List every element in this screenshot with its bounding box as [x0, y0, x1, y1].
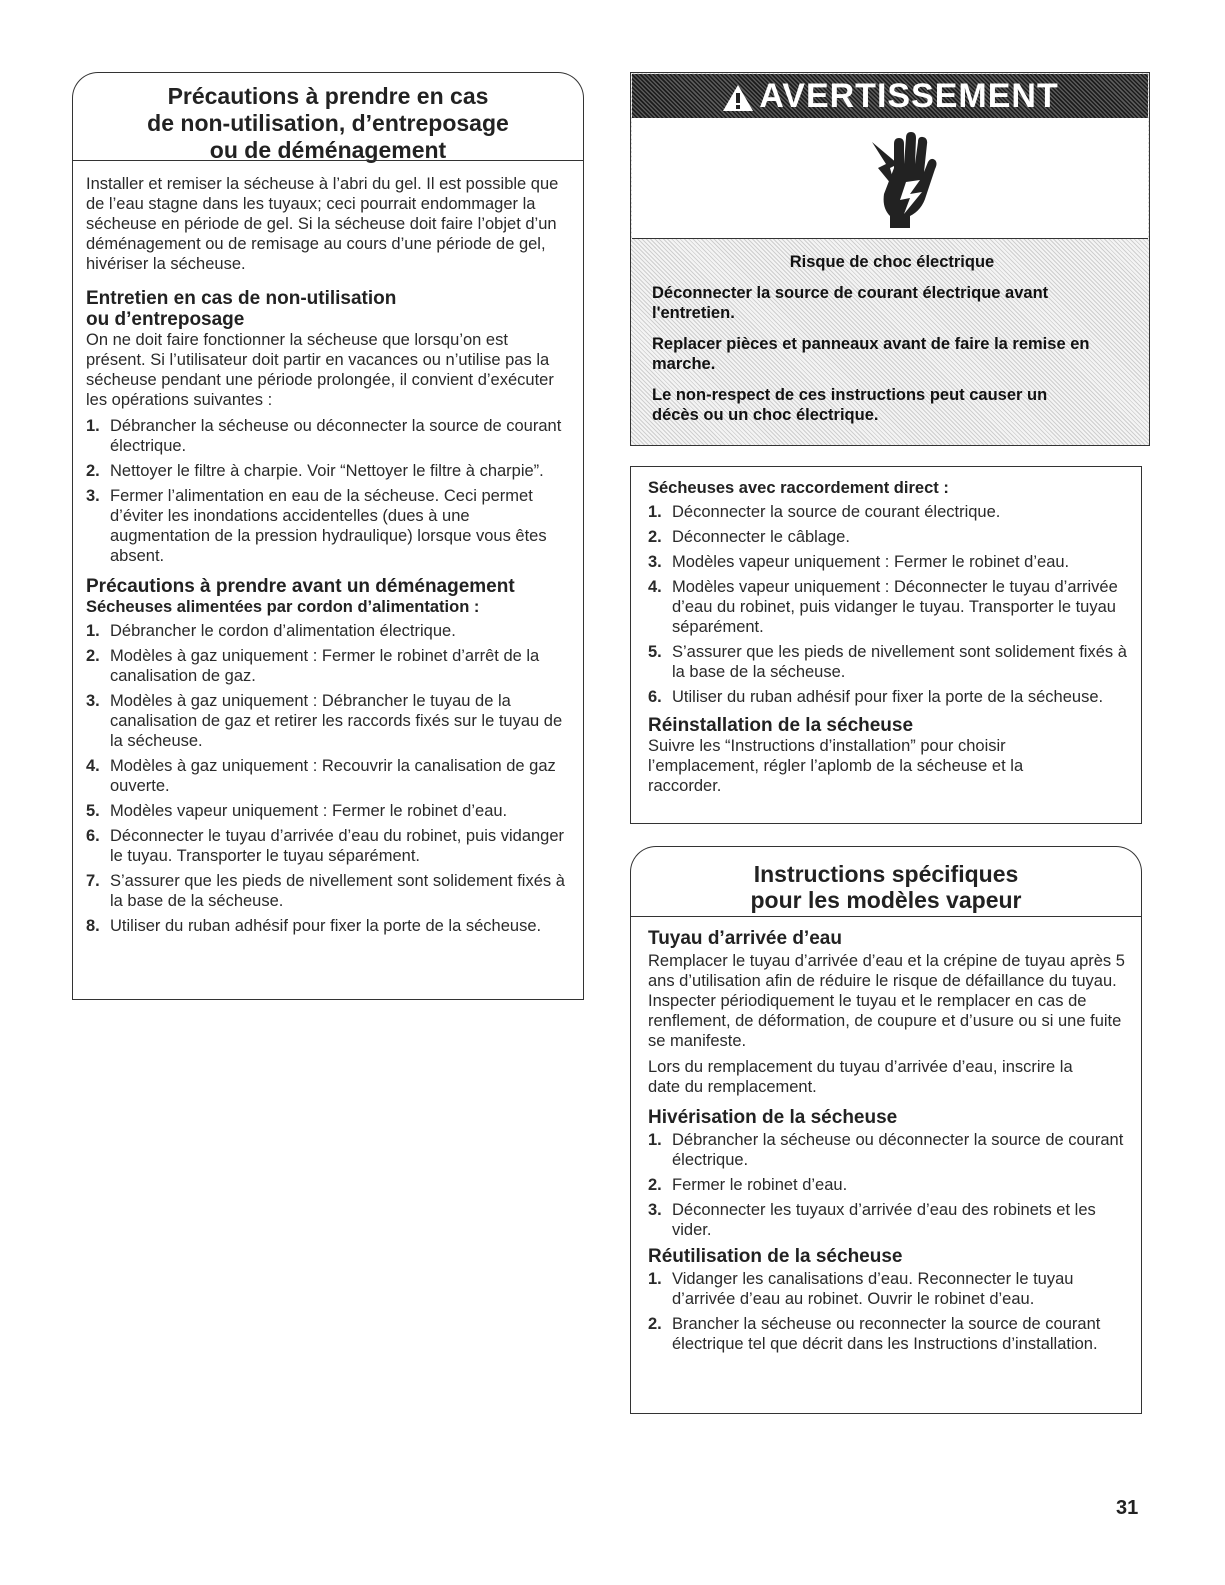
- list-item: [648, 1314, 1132, 1354]
- storage-section-content: [86, 174, 572, 941]
- step-text: Déconnecter le tuyau d’arrivée d’eau du robinet, puis vidanger le tuyau. Transporter le tuyau séparément.: [110, 827, 565, 865]
- reuse-steps: [648, 1269, 1132, 1354]
- list-item: [648, 502, 1132, 522]
- step-number: 1.: [86, 417, 100, 435]
- storage-intro: Installer et remiser la sécheuse à l’abri du gel. Il est possible que de l’eau stagne dans les tuyaux; ceci pourrait endommager la sécheuse en période de gel. Si la sécheuse doit faire l’objet d’un déménagement ou de remisage au cours d’une période de gel, hivériser la sécheuse.: [86, 175, 559, 273]
- list-item: [648, 527, 1132, 547]
- direct-connection-content: [648, 478, 1132, 796]
- warning-text: [652, 252, 1132, 425]
- warning-title-bar: [632, 74, 1148, 118]
- warning-line: Le non-respect de ces instructions peut causer un décès ou un choc électrique.: [652, 386, 1048, 424]
- warning-icon-area: [632, 118, 1148, 239]
- list-item: [86, 461, 572, 481]
- step-number: 3.: [648, 1201, 662, 1219]
- warning-triangle-icon: [721, 83, 755, 113]
- step-text: Modèles à gaz uniquement : Recouvrir la canalisation de gaz ouverte.: [110, 757, 556, 795]
- hose-heading: Tuyau d’arrivée d’eau: [648, 928, 842, 949]
- step-text: Nettoyer le filtre à charpie. Voir “Nettoyer le filtre à charpie”.: [110, 462, 544, 480]
- step-text: Modèles vapeur uniquement : Déconnecter le tuyau d’arrivée d’eau du robinet, puis vidanger le tuyau. Transporter le tuyau séparément.: [672, 578, 1118, 636]
- list-item: [86, 486, 572, 566]
- moving-subheading: Sécheuses alimentées par cordon d’alimentation :: [86, 598, 480, 616]
- step-number: 1.: [648, 503, 662, 521]
- steam-section-title: [630, 846, 1142, 916]
- warning-line: Replacer pièces et panneaux avant de faire la remise en marche.: [652, 335, 1090, 373]
- winter-steps: [648, 1130, 1132, 1240]
- step-number: 8.: [86, 917, 100, 935]
- reinstall-heading: Réinstallation de la sécheuse: [648, 715, 914, 736]
- step-number: 6.: [648, 688, 662, 706]
- moving-steps: [86, 621, 572, 936]
- warning-risk: Risque de choc électrique: [789, 253, 995, 271]
- list-item: [86, 826, 572, 866]
- step-text: S’assurer que les pieds de nivellement sont solidement fixés à la base de la sécheuse.: [110, 872, 565, 910]
- list-item: [86, 416, 572, 456]
- step-text: Utiliser du ruban adhésif pour fixer la porte de la sécheuse.: [110, 917, 542, 935]
- step-number: 1.: [648, 1131, 662, 1149]
- electric-shock-hazard-icon: [860, 124, 940, 234]
- step-text: Modèles à gaz uniquement : Fermer le robinet d’arrêt de la canalisation de gaz.: [110, 647, 540, 685]
- steam-section-content: [648, 928, 1132, 1359]
- step-text: Fermer le robinet d’eau.: [672, 1176, 848, 1194]
- step-text: Modèles à gaz uniquement : Débrancher le tuyau de la canalisation de gaz et retirer les raccords fixés sur le tuyau de la sécheuse.: [110, 692, 563, 750]
- list-item: [86, 801, 572, 821]
- step-number: 3.: [86, 487, 100, 505]
- step-number: 2.: [648, 1315, 662, 1333]
- step-text: Déconnecter le câblage.: [672, 528, 850, 546]
- page-number: 31: [1116, 1497, 1139, 1519]
- storage-section-title: [72, 72, 584, 163]
- warning-title: AVERTISSEMENT: [759, 77, 1059, 115]
- step-text: S’assurer que les pieds de nivellement sont solidement fixés à la base de la sécheuse.: [672, 643, 1127, 681]
- reuse-heading: Réutilisation de la sécheuse: [648, 1246, 903, 1267]
- step-text: Utiliser du ruban adhésif pour fixer la porte de la sécheuse.: [672, 688, 1104, 706]
- title-line: ou de déménagement: [209, 137, 447, 163]
- step-number: 5.: [648, 643, 662, 661]
- step-number: 2.: [648, 528, 662, 546]
- list-item: [648, 642, 1132, 682]
- hose-text: Lors du remplacement du tuyau d’arrivée d’eau, inscrire la date du remplacement.: [648, 1058, 1073, 1096]
- step-text: Brancher la sécheuse ou reconnecter la source de courant électrique tel que décrit dans les Instructions d’installation.: [672, 1315, 1101, 1353]
- step-number: 1.: [86, 622, 100, 640]
- title-line: Instructions spécifiques: [753, 861, 1019, 887]
- heading-line: ou d’entreposage: [86, 309, 245, 330]
- step-text: Déconnecter la source de courant électrique.: [672, 503, 1001, 521]
- step-text: Déconnecter les tuyaux d’arrivée d’eau des robinets et les vider.: [672, 1201, 1096, 1239]
- step-number: 6.: [86, 827, 100, 845]
- hose-text: Remplacer le tuyau d’arrivée d’eau et la crépine de tuyau après 5 ans d’utilisation afin de réduire le risque de défaillance du tuyau. Inspecter périodiquement le tuyau et le remplacer en cas de renflement, de déformation, de coupure et d’usure ou si une fuite se manifeste.: [648, 952, 1125, 1050]
- storage-text: On ne doit faire fonctionner la sécheuse que lorsqu’on est présent. Si l’utilisateur doit partir en vacances ou n’utilise pas la sécheuse pendant une période prolongée, il convient d’exécuter les opérations suivantes :: [86, 331, 554, 409]
- storage-steps: [86, 416, 572, 566]
- list-item: [86, 756, 572, 796]
- step-number: 4.: [648, 578, 662, 596]
- step-number: 2.: [648, 1176, 662, 1194]
- heading-line: Entretien en cas de non-utilisation: [86, 288, 397, 309]
- moving-heading: Précautions à prendre avant un déménagement: [86, 576, 515, 597]
- list-item: [648, 577, 1132, 637]
- step-number: 2.: [86, 462, 100, 480]
- direct-heading: Sécheuses avec raccordement direct :: [648, 479, 949, 497]
- step-text: Modèles vapeur uniquement : Fermer le robinet d’eau.: [110, 802, 508, 820]
- list-item: [648, 1130, 1132, 1170]
- title-line: pour les modèles vapeur: [750, 887, 1022, 913]
- list-item: [86, 916, 572, 936]
- step-text: Modèles vapeur uniquement : Fermer le robinet d’eau.: [672, 553, 1070, 571]
- title-line: de non-utilisation, d’entreposage: [147, 110, 509, 136]
- step-text: Débrancher le cordon d’alimentation électrique.: [110, 622, 456, 640]
- list-item: [86, 691, 572, 751]
- step-text: Vidanger les canalisations d’eau. Reconnecter le tuyau d’arrivée d’eau au robinet. Ouvrir le robinet d’eau.: [672, 1270, 1074, 1308]
- list-item: [648, 552, 1132, 572]
- step-text: Débrancher la sécheuse ou déconnecter la source de courant électrique.: [672, 1131, 1124, 1169]
- step-number: 3.: [86, 692, 100, 710]
- list-item: [648, 1200, 1132, 1240]
- list-item: [86, 646, 572, 686]
- step-number: 7.: [86, 872, 100, 890]
- step-number: 1.: [648, 1270, 662, 1288]
- storage-heading: [86, 288, 572, 330]
- list-item: [86, 621, 572, 641]
- title-line: Précautions à prendre en cas: [167, 83, 489, 109]
- step-text: Débrancher la sécheuse ou déconnecter la source de courant électrique.: [110, 417, 562, 455]
- step-text: Fermer l’alimentation en eau de la sécheuse. Ceci permet d’éviter les inondations accidentelles (dues à une augmentation de la pression hydraulique) lorsque vous êtes absent.: [110, 487, 547, 565]
- direct-steps: [648, 502, 1132, 707]
- reinstall-text: Suivre les “Instructions d’installation” pour choisir l’emplacement, régler l’aplomb de la sécheuse et la raccorder.: [648, 737, 1024, 795]
- step-number: 4.: [86, 757, 100, 775]
- list-item: [648, 1175, 1132, 1195]
- warning-line: Déconnecter la source de courant électrique avant l'entretien.: [652, 284, 1049, 322]
- step-number: 3.: [648, 553, 662, 571]
- step-number: 5.: [86, 802, 100, 820]
- list-item: [648, 1269, 1132, 1309]
- list-item: [86, 871, 572, 911]
- step-number: 2.: [86, 647, 100, 665]
- winter-heading: Hivérisation de la sécheuse: [648, 1107, 898, 1128]
- list-item: [648, 687, 1132, 707]
